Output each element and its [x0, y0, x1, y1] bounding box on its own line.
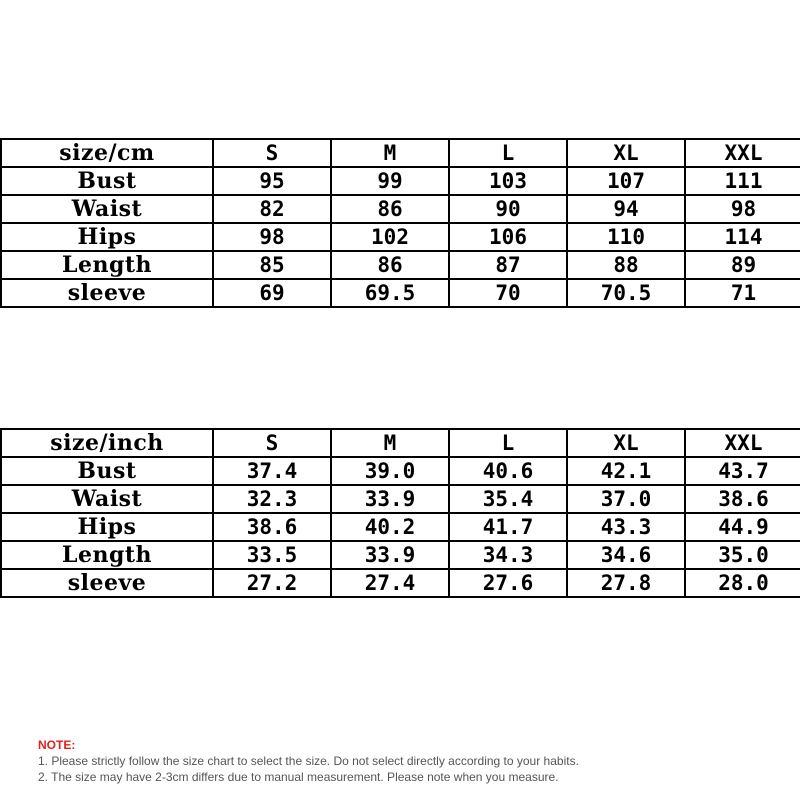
table-cell: 27.2 [213, 569, 331, 597]
table-cell: 85 [213, 251, 331, 279]
table-cell: 37.0 [567, 485, 685, 513]
table-header-cell: S [213, 429, 331, 457]
table-header-cell: XL [567, 139, 685, 167]
table-row [1, 541, 800, 569]
table-cell: 35.0 [685, 541, 800, 569]
table-row [1, 569, 800, 597]
table-header-cell: M [331, 429, 449, 457]
table-header-cell: XXL [685, 139, 800, 167]
note-line: 2. The size may have 2-3cm differs due to manual measurement. Please note when you measure. [38, 770, 559, 784]
size-table-inch [0, 428, 800, 598]
table-cell: 88 [567, 251, 685, 279]
table-cell: 27.6 [449, 569, 567, 597]
table-cell: 35.4 [449, 485, 567, 513]
table-cell: 42.1 [567, 457, 685, 485]
table-header-cell: size/inch [1, 429, 213, 457]
table-cell: 27.8 [567, 569, 685, 597]
row-label: Hips [1, 223, 213, 251]
table-cell: 34.3 [449, 541, 567, 569]
table-cell: 86 [331, 251, 449, 279]
table-cell: 69.5 [331, 279, 449, 307]
table-row [1, 251, 800, 279]
table-cell: 41.7 [449, 513, 567, 541]
table-cell: 95 [213, 167, 331, 195]
table-cell: 43.3 [567, 513, 685, 541]
table-cell: 89 [685, 251, 800, 279]
table-cell: 37.4 [213, 457, 331, 485]
table-row [1, 457, 800, 485]
table-cell: 94 [567, 195, 685, 223]
table-cell: 43.7 [685, 457, 800, 485]
table-cell: 34.6 [567, 541, 685, 569]
row-label: Length [1, 541, 213, 569]
row-label: Waist [1, 485, 213, 513]
table-row [1, 167, 800, 195]
table-header-cell: S [213, 139, 331, 167]
table-cell: 28.0 [685, 569, 800, 597]
table-cell: 102 [331, 223, 449, 251]
table-cell: 86 [331, 195, 449, 223]
table-cell: 70 [449, 279, 567, 307]
row-label: Waist [1, 195, 213, 223]
table-cell: 33.5 [213, 541, 331, 569]
note-line: 1. Please strictly follow the size chart to select the size. Do not select directly according to your habits. [38, 754, 579, 768]
row-label: Bust [1, 167, 213, 195]
table-cell: 98 [213, 223, 331, 251]
table-cell: 110 [567, 223, 685, 251]
note-title: NOTE: [38, 738, 76, 752]
table-cell: 103 [449, 167, 567, 195]
table-cell: 39.0 [331, 457, 449, 485]
table-row [1, 279, 800, 307]
table-cell: 33.9 [331, 541, 449, 569]
table-cell: 106 [449, 223, 567, 251]
table-row [1, 195, 800, 223]
table-cell: 71 [685, 279, 800, 307]
table-cell: 99 [331, 167, 449, 195]
table-header-cell: size/cm [1, 139, 213, 167]
table-cell: 27.4 [331, 569, 449, 597]
table-cell: 90 [449, 195, 567, 223]
table-header-cell: XL [567, 429, 685, 457]
table-header-row [1, 139, 800, 167]
row-label: Hips [1, 513, 213, 541]
table-row [1, 223, 800, 251]
table-header-cell: XXL [685, 429, 800, 457]
table-cell: 38.6 [213, 513, 331, 541]
table-cell: 111 [685, 167, 800, 195]
table-header-cell: L [449, 139, 567, 167]
row-label: sleeve [1, 569, 213, 597]
row-label: sleeve [1, 279, 213, 307]
table-cell: 40.6 [449, 457, 567, 485]
table-cell: 98 [685, 195, 800, 223]
row-label: Length [1, 251, 213, 279]
table-cell: 40.2 [331, 513, 449, 541]
table-cell: 32.3 [213, 485, 331, 513]
size-note [38, 737, 579, 785]
table-cell: 87 [449, 251, 567, 279]
table-cell: 82 [213, 195, 331, 223]
table-header-row [1, 429, 800, 457]
row-label: Bust [1, 457, 213, 485]
table-cell: 70.5 [567, 279, 685, 307]
table-cell: 33.9 [331, 485, 449, 513]
table-header-cell: L [449, 429, 567, 457]
table-cell: 114 [685, 223, 800, 251]
table-cell: 38.6 [685, 485, 800, 513]
table-header-cell: M [331, 139, 449, 167]
table-cell: 44.9 [685, 513, 800, 541]
table-row [1, 513, 800, 541]
table-cell: 69 [213, 279, 331, 307]
size-table-cm [0, 138, 800, 308]
table-cell: 107 [567, 167, 685, 195]
table-row [1, 485, 800, 513]
